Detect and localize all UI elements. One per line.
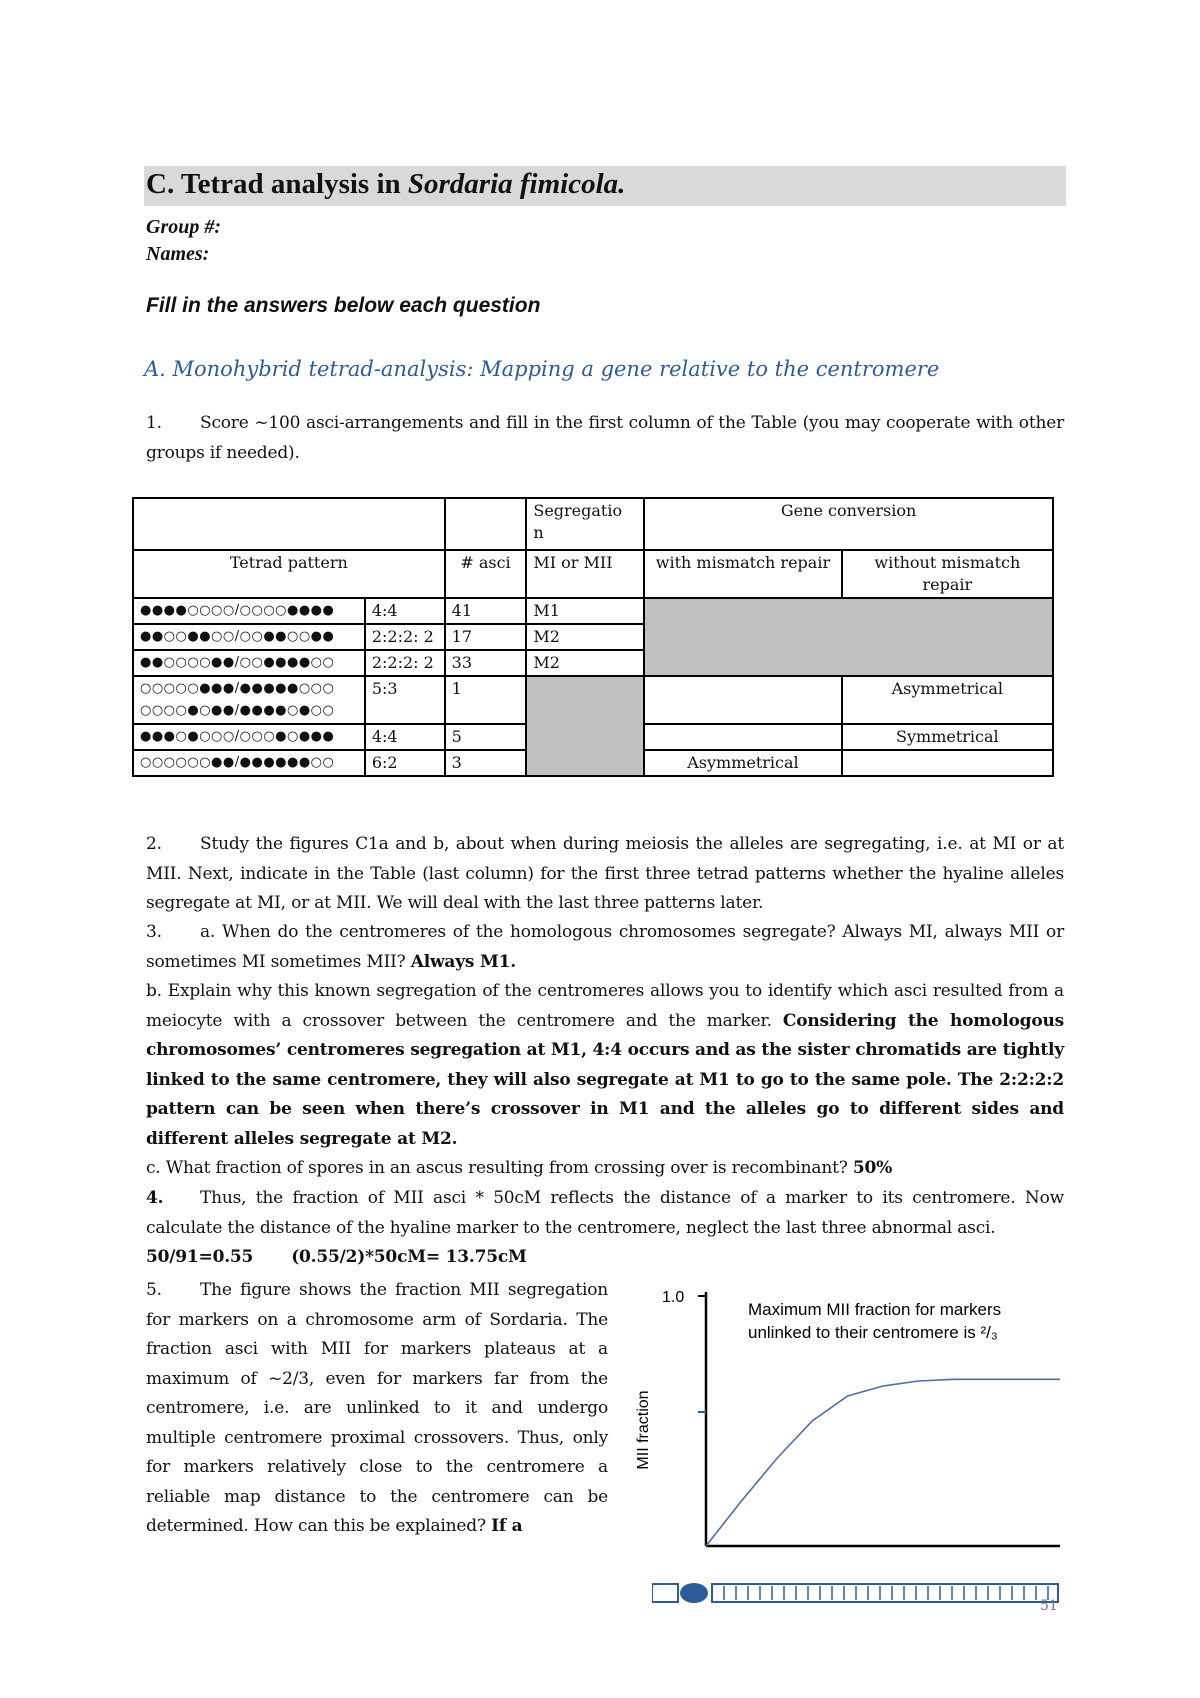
table-row: ●●●○●○○○/○○○●○●●● 4:4 5 Symmetrical	[133, 724, 1053, 750]
section-heading-a: A. Monohybrid tetrad-analysis: Mapping a gene relative to the centromere	[144, 357, 940, 381]
group-label: Group #:	[146, 216, 222, 238]
question-5: 5. The figure shows the fraction MII segregation for markers on a chromosome arm of Sordaria. The fraction asci with MII for markers plateaus at a maximum of ~2/3, even for markers far from the centromere, i.e. are unlinked to it and undergo multiple centromere proximal crossovers. Thus, only for markers relatively close to the centromere a reliable map distance to the centromere can be determined. How can this be explained? If a	[146, 1280, 608, 1536]
tetrad-table	[132, 497, 1054, 777]
footer-decoration	[652, 1582, 1062, 1604]
mii-curve	[706, 1379, 1060, 1546]
table-row: ●●●●○○○○/○○○○●●●● 4:4 41 M1	[133, 598, 1053, 624]
table-row: ●●○○●●○○/○○●●○○●● 2:2:2: 2 17 M2	[133, 624, 1053, 650]
table-row: ○○○○○○●●/●●●●●●○○ 6:2 3 Asymmetrical	[133, 750, 1053, 776]
shaded-cell	[526, 676, 644, 776]
y-axis-label: MII fraction	[635, 1390, 652, 1470]
footer-dot	[680, 1583, 708, 1603]
question-3b: b. Explain why this known segregation of the centromeres allows you to identify which asci resulted from a meiocyte with a crossover between the centromere and the marker. Considering the homologous chromosomes’ centromeres segregation at M1, 4:4 occurs and as the sister chromatids are tightly linked to the same centromere, they will also segregate at M1 to go to the same pole. The 2:2:2:2 pattern can be seen when there’s crossover in M1 and the alleles go to different sides and different alleles segregate at M2.	[146, 981, 1064, 1149]
table-row: ○○○○○●●●/●●●●●○○○ ○○○○●○●●/●●●●○●○○ 5:3 1 Asymmetrical	[133, 676, 1053, 724]
table-row: ●●○○○○●●/○○●●●●○○ 2:2:2: 2 33 M2	[133, 650, 1053, 676]
table-header-row-1	[133, 498, 1053, 550]
header-with-repair: with mismatch repair	[644, 550, 841, 598]
header-without-repair: without mismatch repair	[842, 550, 1053, 598]
table-header-row-2	[133, 550, 1053, 598]
header-gene-conversion: Gene conversion	[644, 498, 1053, 550]
footer-box	[652, 1584, 678, 1602]
shaded-cell	[644, 598, 1053, 676]
y-tick-label: 1.0	[662, 1289, 685, 1306]
header-tetrad-pattern: Tetrad pattern	[133, 550, 445, 598]
question-3c: c. What fraction of spores in an ascus resulting from crossing over is recombinant? 50%	[146, 1158, 893, 1178]
header-segregation: Segregatio n	[526, 498, 644, 550]
mii-fraction-chart	[630, 1280, 1070, 1560]
footer-bar	[712, 1584, 1058, 1602]
names-label: Names:	[146, 243, 210, 265]
header-mi-mii: MI or MII	[526, 550, 644, 598]
question-3a: 3. a. When do the centromeres of the homologous chromosomes segregate? Always MI, always MII or sometimes MI sometimes MII? Always M1.	[146, 922, 1064, 972]
annotation-line-2: unlinked to their centromere is ²/₃	[748, 1323, 998, 1342]
annotation-line-1: Maximum MII fraction for markers	[748, 1300, 1002, 1319]
question-2: 2. Study the figures C1a and b, about when during meiosis the alleles are segregating, i.e. at MI or at MII. Next, indicate in the Table (last column) for the first three tetrad patterns whether the hyaline alleles segregate at MI, or at MII. We will deal with the last three patterns later.	[146, 834, 1064, 913]
question-1: 1. Score ~100 asci-arrangements and fill in the first column of the Table (you may cooperate with other groups if needed).	[146, 413, 1064, 463]
question-4: 4. Thus, the fraction of MII asci * 50cM reflects the distance of a marker to its centromere. Now calculate the distance of the hyaline marker to the centromere, neglect the last three abnormal asci. 50/91=0.55 (0.55/2)*50cM= 13.75cM	[146, 1188, 1064, 1267]
page-title: C. Tetrad analysis in Sordaria fimicola.	[146, 168, 626, 200]
header-asci: # asci	[445, 550, 527, 598]
page-number: 51	[1040, 1598, 1058, 1614]
instructions: Fill in the answers below each question	[146, 294, 541, 317]
